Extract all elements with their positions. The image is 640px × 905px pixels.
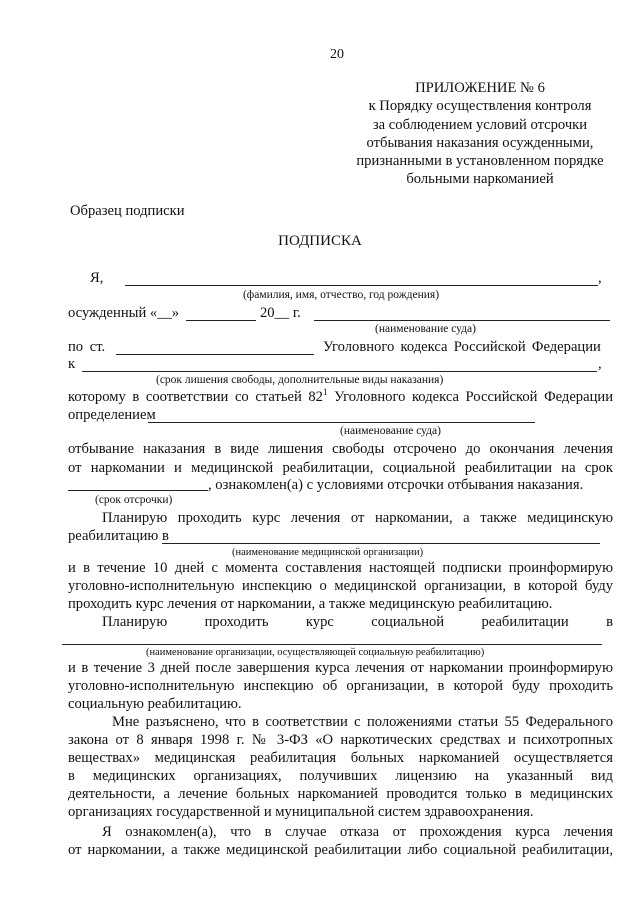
fullname-field[interactable]: [125, 285, 598, 286]
social-org-field[interactable]: [62, 644, 602, 645]
deferral-term-field[interactable]: [68, 490, 208, 491]
conviction-court-field[interactable]: [314, 320, 610, 321]
deferral-line: от наркомании и медицинской реабилитации, социальной реабилитации на срок: [68, 460, 613, 476]
conviction-month-field[interactable]: [186, 320, 256, 321]
inform10-line: уголовно-исполнительную инспекцию о медицинской организации, в которой буду: [68, 578, 613, 594]
explained-line: веществах» медицинская реабилитация больных наркоманией осуществляется: [68, 750, 613, 766]
page-number: 20: [330, 47, 344, 62]
caption-deferral: (срок отсрочки): [95, 494, 173, 506]
explained-line: в медицинских организациях, получивших лицензию на указанный вид: [68, 768, 613, 784]
explained-line: организациях государственной и муниципальной систем здравоохранения.: [68, 804, 534, 820]
article-prefix: по ст.: [68, 339, 106, 355]
convicted-year: 20__ г.: [260, 305, 301, 321]
article-suffix: Уголовного кодекса Российской Федерации: [323, 339, 601, 355]
acknowledged-line: от наркомании, а также медицинской реабилитации либо социальной реабилитации,: [68, 842, 613, 858]
sentence-field[interactable]: [82, 371, 597, 372]
appendix-line: отбывания наказания осужденными,: [366, 134, 594, 151]
caption-court: (наименование суда): [375, 323, 476, 335]
appendix-line: к Порядку осуществления контроля: [368, 98, 592, 115]
i-suffix: ,: [598, 270, 602, 286]
convicted-prefix: осужденный «__»: [68, 305, 180, 321]
article-field[interactable]: [116, 354, 314, 355]
inform3-line: и в течение 3 дней после завершения курса лечения от наркомании проинформирую: [68, 660, 613, 676]
appendix-line: признанными в установленном порядке: [356, 153, 604, 170]
article82-text: которому в соответствии со статьей 82: [68, 389, 323, 405]
ruling-court-field[interactable]: [148, 422, 535, 423]
inform3-line: уголовно-исполнительную инспекцию об организации, в которой буду проходить: [68, 678, 613, 694]
plan-med-line: Планирую проходить курс лечения от наркомании, а также медицинскую: [102, 510, 613, 526]
document-title: ПОДПИСКА: [278, 233, 362, 249]
inform3-line: социальную реабилитацию.: [68, 696, 242, 712]
i-prefix: Я,: [90, 270, 104, 286]
article82-text-after: Уголовного кодекса Российской Федерации: [327, 389, 613, 405]
appendix-line: за соблюдением условий отсрочки: [372, 116, 588, 133]
article82-line: [68, 389, 613, 406]
ruling-prefix: определением: [68, 407, 156, 423]
caption-social-org: (наименование организации, осуществляющей социальную реабилитацию): [146, 647, 485, 658]
sentence-prefix: к: [68, 356, 76, 372]
appendix-line: больными наркоманией: [406, 171, 554, 188]
sentence-suffix: ,: [598, 356, 602, 372]
inform10-line: и в течение 10 дней с момента составления настоящей подписки проинформирую: [68, 560, 613, 576]
medical-org-field[interactable]: [162, 543, 600, 544]
caption-fullname: (фамилия, имя, отчество, год рождения): [242, 289, 440, 301]
explained-line: Мне разъяснено, что в соответствии с положениями статьи 55 Федерального: [112, 714, 613, 730]
appendix-header: [340, 79, 620, 189]
sample-label: Образец подписки: [70, 203, 185, 219]
caption-sentence: (срок лишения свободы, дополнительные виды наказания): [156, 374, 444, 386]
inform10-line: проходить курс лечения от наркомании, а также медицинскую реабилитацию.: [68, 596, 553, 612]
caption-med-org: (наименование медицинской организации): [232, 547, 424, 558]
article82-superscript: 1: [322, 387, 328, 397]
deferral-line: отбывание наказания в виде лишения свободы отсрочено до окончания лечения: [68, 441, 613, 457]
appendix-heading: ПРИЛОЖЕНИЕ № 6: [415, 80, 545, 96]
deferral-line: , ознакомлен(а) с условиями отсрочки отбывания наказания.: [208, 477, 584, 493]
plan-social-line: Планирую проходить курс социальной реабилитации в: [102, 614, 613, 630]
explained-line: закона от 8 января 1998 г. № 3-ФЗ «О наркотических средствах и психотропных: [68, 732, 613, 748]
explained-line: деятельности, а лечение больных наркоманией проводится только в медицинских: [68, 786, 613, 802]
acknowledged-line: Я ознакомлен(а), что в случае отказа от прохождения курса лечения: [102, 824, 613, 840]
plan-med-prefix: реабилитацию в: [68, 528, 169, 544]
caption-court-2: (наименование суда): [340, 425, 441, 437]
